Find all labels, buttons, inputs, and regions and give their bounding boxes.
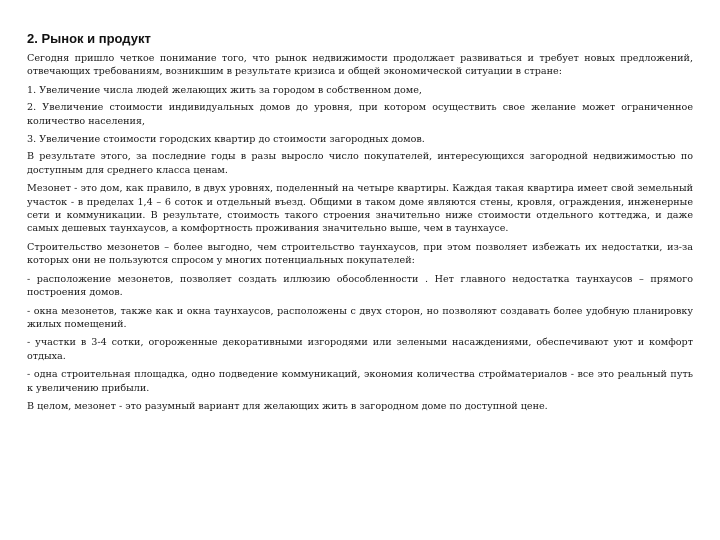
advantage-item-4: - одна строительная площадка, одно подведение коммуникаций, экономия количества стройматериалов - все это реальный путь к увеличению прибыли.: [27, 369, 693, 394]
paragraph-conclusion: В целом, мезонет - это разумный вариант для желающих жить в загородном доме по доступной цене.: [27, 400, 548, 412]
advantage-item-3: - участки в 3-4 сотки, огороженные декоративными изгородями или зелеными насаждениями, обеспечивают уют и комфорт отдыха.: [27, 337, 693, 362]
advantage-item-1: - расположение мезонетов, позволяет создать иллюзию обособленности . Нет главного недостатка таунхаусов – прямого построения домов.: [27, 273, 693, 299]
body-text: [27, 52, 693, 418]
paragraph-advantages-intro: Строительство мезонетов – более выгодно, чем строительство таунхаусов, при этом позволяет избежать их недостатки, из-за которых они не пользуются спросом у многих потенциальных покупателей:: [27, 241, 693, 267]
list-item-2: 2. Увеличение стоимости индивидуальных домов до уровня, при котором осуществить свое желание может ограниченное количество населения,: [27, 102, 693, 127]
list-item-3: 3. Увеличение стоимости городских квартир до стоимости загородных домов.: [27, 134, 425, 146]
list-item-1: 1. Увеличение числа людей желающих жить за городом в собственном доме,: [27, 84, 422, 96]
section-title: 2. Рынок и продукт: [27, 31, 151, 46]
paragraph-intro: Сегодня пришло четкое понимание того, что рынок недвижимости продолжает развиваться и требует новых предложений, отвечающих требованиям, возникшим в результате кризиса и общей экономической ситуации в стране:: [27, 53, 693, 78]
paragraph-mezonet-definition: Мезонет - это дом, как правило, в двух уровнях, поделенный на четыре квартиры. Каждая такая квартира имеет свой земельный участок - в пределах 1,4 – 6 соток и отдельный въезд. Общими в таком доме являются стены, кровля, ограждения, инженерные сети и коммуникации. В результате, стоимость такого строения значительно ниже стоимости отдельного коттеджа, и даже самых дешевых таунхаусов, а комфортность проживания значительно выше, чем в таунхаусе.: [27, 183, 693, 235]
paragraph-result: В результате этого, за последние годы в разы выросло число покупателей, интересующихся загородной недвижимостью по доступным для среднего класса ценам.: [27, 151, 693, 176]
advantage-item-2: - окна мезонетов, также как и окна таунхаусов, расположены с двух сторон, но позволяют создавать более удобную планировку жилых помещений.: [27, 305, 693, 330]
